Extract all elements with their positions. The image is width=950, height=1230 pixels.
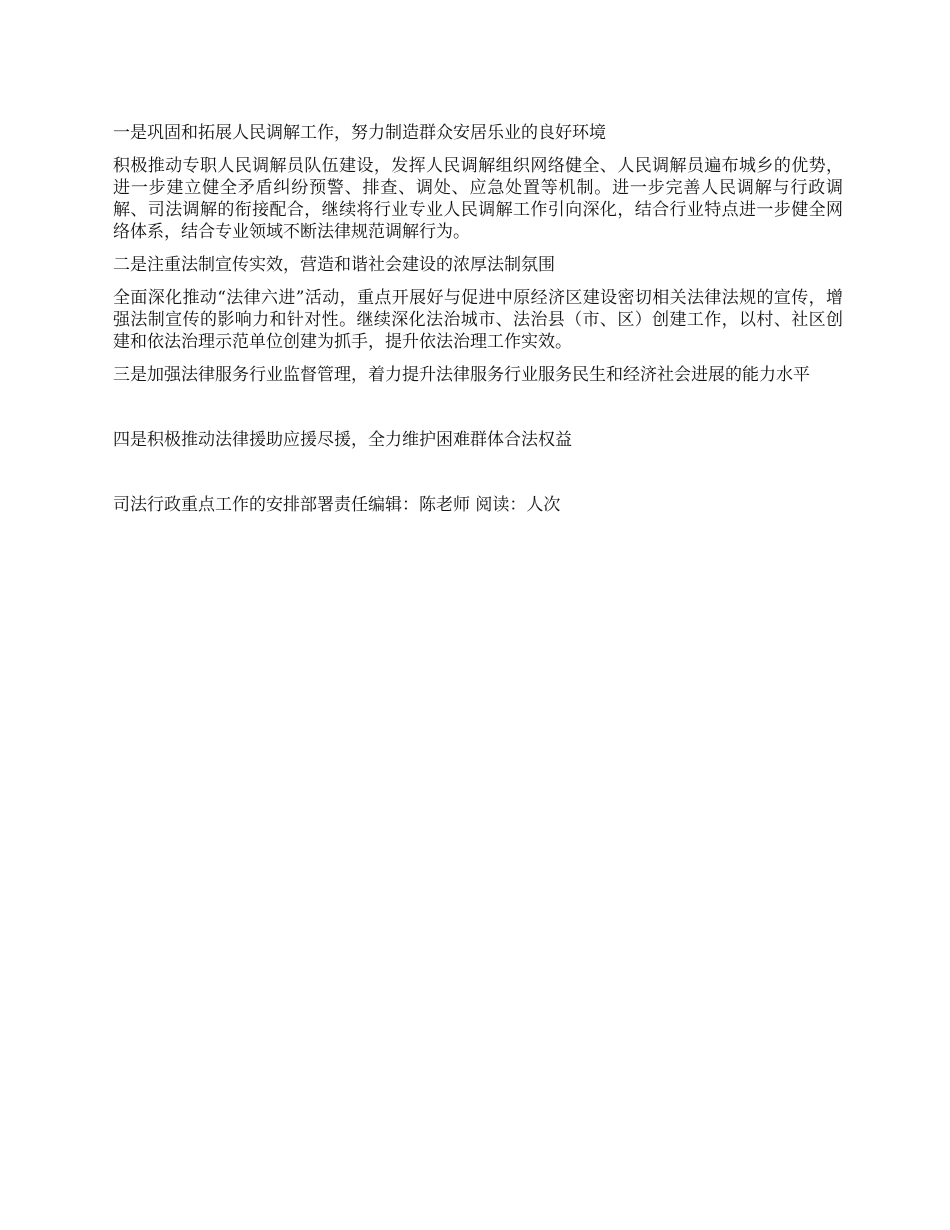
spacer (113, 462, 843, 494)
spacer (113, 397, 843, 429)
paragraph-2: 全面深化推动“法律六进”活动，重点开展好与促进中原经济区建设密切相关法律法规的宣传，增强法制宣传的影响力和针对性。继续深化法治城市、法治县（市、区）创建工作，以村、社区创建和依法治理示范单位创建为抓手，提升依法治理工作实效。 (113, 288, 843, 352)
heading-3: 三是加强法律服务行业监督管理，着力提升法律服务行业服务民生和经济社会进展的能力水平 (113, 365, 810, 385)
paragraph-1: 积极推动专职人民调解员队伍建设，发挥人民调解组织网络健全、人民调解员遍布城乡的优势，进一步建立健全矛盾纠纷预警、排查、调处、应急处置等机制。进一步完善人民调解与行政调解、司法调解的衔接配合，继续将行业专业人民调解工作引向深化，结合行业特点进一步健全网络体系，结合专业领域不断法律规范调解行为。 (113, 156, 843, 242)
heading-4: 四是积极推动法律援助应援尽援，全力维护困难群体合法权益 (113, 430, 572, 450)
heading-1: 一是巩固和拓展人民调解工作，努力制造群众安居乐业的良好环境 (113, 123, 606, 143)
document-body (113, 122, 843, 527)
footer-line: 司法行政重点工作的安排部署责任编辑：陈老师 阅读：人次 (113, 495, 561, 515)
heading-2: 二是注重法制宣传实效，营造和谐社会建设的浓厚法制氛围 (113, 255, 555, 275)
